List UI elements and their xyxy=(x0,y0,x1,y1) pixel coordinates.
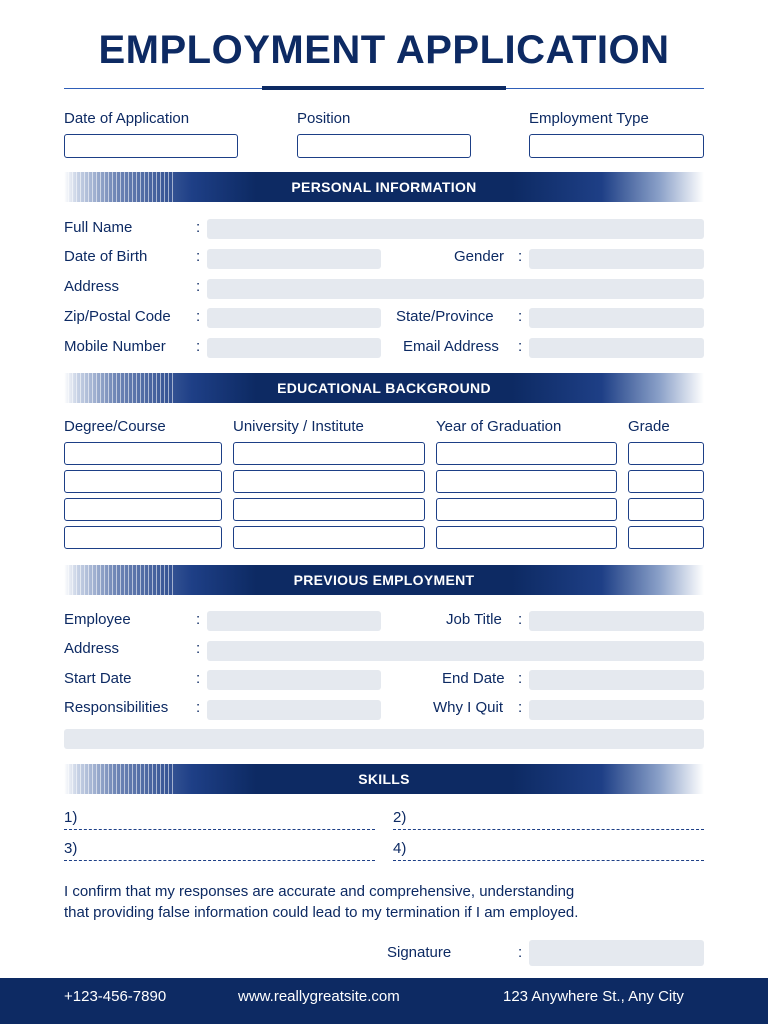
full-name-field[interactable] xyxy=(207,219,704,239)
date-of-birth-field[interactable] xyxy=(207,249,381,269)
colon: : xyxy=(518,248,523,265)
colon: : xyxy=(518,699,523,716)
full-name-label: Full Name xyxy=(64,219,133,236)
colon: : xyxy=(196,219,201,236)
responsibilities-label: Responsibilities xyxy=(64,699,169,716)
date-of-application-input[interactable] xyxy=(64,134,238,158)
colon: : xyxy=(518,338,523,355)
footer-website[interactable]: www.reallygreatsite.com xyxy=(238,988,400,1005)
zip-field[interactable] xyxy=(207,308,381,328)
end-date-label: End Date xyxy=(442,670,505,687)
title-underline-accent xyxy=(262,86,506,90)
education-heading: EDUCATIONAL BACKGROUND xyxy=(277,380,491,396)
grade-input[interactable] xyxy=(628,470,704,493)
page-title: EMPLOYMENT APPLICATION xyxy=(98,28,670,72)
confirmation-line-2: that providing false information could lead to my termination if I am employed. xyxy=(64,904,579,921)
employment-heading: PREVIOUS EMPLOYMENT xyxy=(293,572,475,588)
colon: : xyxy=(196,670,201,687)
state-label: State/Province xyxy=(396,308,494,325)
job-title-field[interactable] xyxy=(529,611,704,631)
email-field[interactable] xyxy=(529,338,704,358)
skill-2-label: 2) xyxy=(393,809,407,826)
year-column-header: Year of Graduation xyxy=(436,418,562,435)
position-input[interactable] xyxy=(297,134,471,158)
address-label: Address xyxy=(64,278,120,295)
start-date-field[interactable] xyxy=(207,670,381,690)
colon: : xyxy=(196,699,201,716)
signature-label: Signature xyxy=(387,944,452,961)
university-column-header: University / Institute xyxy=(233,418,364,435)
year-input[interactable] xyxy=(436,470,617,493)
grade-input[interactable] xyxy=(628,442,704,465)
year-input[interactable] xyxy=(436,526,617,549)
degree-input[interactable] xyxy=(64,470,222,493)
footer-phone: +123-456-7890 xyxy=(64,988,167,1005)
position-label: Position xyxy=(297,110,351,127)
skill-3-label: 3) xyxy=(64,840,78,857)
employment-address-label: Address xyxy=(64,640,120,657)
degree-input[interactable] xyxy=(64,526,222,549)
degree-input[interactable] xyxy=(64,442,222,465)
gender-field[interactable] xyxy=(529,249,704,269)
mobile-label: Mobile Number xyxy=(64,338,166,355)
colon: : xyxy=(196,308,201,325)
confirmation-text xyxy=(64,881,724,923)
degree-column-header: Degree/Course xyxy=(64,418,166,435)
employment-address-field[interactable] xyxy=(207,641,704,661)
colon: : xyxy=(518,944,523,961)
university-input[interactable] xyxy=(233,442,425,465)
responsibilities-field[interactable] xyxy=(207,700,381,720)
mobile-field[interactable] xyxy=(207,338,381,358)
skill-3-line[interactable] xyxy=(64,860,375,861)
grade-input[interactable] xyxy=(628,498,704,521)
skill-1-label: 1) xyxy=(64,809,78,826)
employee-label: Employee xyxy=(64,611,131,628)
state-field[interactable] xyxy=(529,308,704,328)
skill-4-line[interactable] xyxy=(393,860,704,861)
gender-label: Gender xyxy=(454,248,505,265)
grade-column-header: Grade xyxy=(628,418,670,435)
colon: : xyxy=(518,670,523,687)
year-input[interactable] xyxy=(436,498,617,521)
degree-input[interactable] xyxy=(64,498,222,521)
colon: : xyxy=(196,248,201,265)
job-title-label: Job Title xyxy=(446,611,502,628)
skills-heading: SKILLS xyxy=(358,771,410,787)
grade-input[interactable] xyxy=(628,526,704,549)
skill-1-line[interactable] xyxy=(64,829,375,830)
colon: : xyxy=(196,278,201,295)
why-quit-label: Why I Quit xyxy=(433,699,504,716)
employee-field[interactable] xyxy=(207,611,381,631)
university-input[interactable] xyxy=(233,498,425,521)
footer-address: 123 Anywhere St., Any City xyxy=(503,988,684,1005)
date-of-application-label: Date of Application xyxy=(64,110,190,127)
university-input[interactable] xyxy=(233,526,425,549)
skill-2-line[interactable] xyxy=(393,829,704,830)
signature-field[interactable] xyxy=(529,940,704,966)
colon: : xyxy=(196,611,201,628)
year-input[interactable] xyxy=(436,442,617,465)
colon: : xyxy=(518,308,523,325)
university-input[interactable] xyxy=(233,470,425,493)
confirmation-line-1: I confirm that my responses are accurate and comprehensive, understanding xyxy=(64,883,575,900)
responsibilities-extra-field[interactable] xyxy=(64,729,704,749)
skill-4-label: 4) xyxy=(393,840,407,857)
end-date-field[interactable] xyxy=(529,670,704,690)
email-label: Email Address xyxy=(403,338,499,355)
date-of-birth-label: Date of Birth xyxy=(64,248,148,265)
personal-info-heading: PERSONAL INFORMATION xyxy=(291,179,477,195)
employment-type-label: Employment Type xyxy=(529,110,649,127)
address-field[interactable] xyxy=(207,279,704,299)
colon: : xyxy=(518,611,523,628)
colon: : xyxy=(196,338,201,355)
zip-label: Zip/Postal Code xyxy=(64,308,171,325)
employment-type-input[interactable] xyxy=(529,134,704,158)
colon: : xyxy=(196,640,201,657)
start-date-label: Start Date xyxy=(64,670,132,687)
why-quit-field[interactable] xyxy=(529,700,704,720)
